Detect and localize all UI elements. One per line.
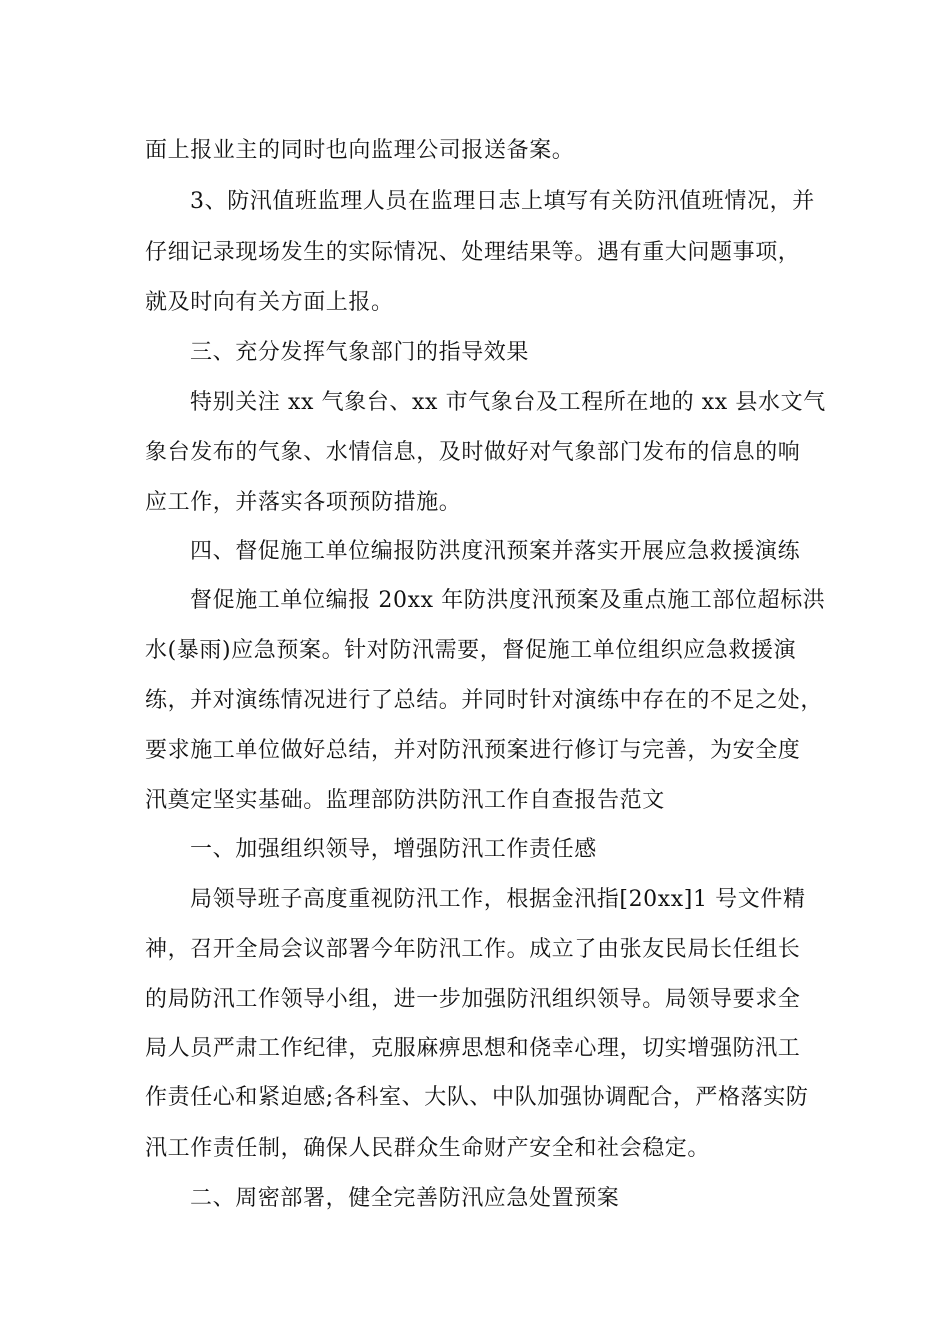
- text-line-1: 面上报业主的同时也向监理公司报送备案。: [145, 138, 575, 163]
- text-line-4: 就及时向有关方面上报。: [145, 290, 394, 315]
- text-line-18: 的局防汛工作领导小组，进一步加强防汛组织领导。局领导要求全: [145, 987, 801, 1012]
- section-heading-2: 二、周密部署，健全完善防汛应急处置预案: [190, 1186, 620, 1211]
- text-line-6: 特别关注 xx 气象台、xx 市气象台及工程所在地的 xx 县水文气: [190, 390, 826, 415]
- text-line-16: 局领导班子高度重视防汛工作，根据金汛指[20xx]1 号文件精: [190, 887, 806, 912]
- text-line-12: 练，并对演练情况进行了总结。并同时针对演练中存在的不足之处，: [145, 688, 824, 713]
- text-line-3: 仔细记录现场发生的实际情况、处理结果等。遇有重大问题事项，: [145, 240, 801, 265]
- text-line-19: 局人员严肃工作纪律，克服麻痹思想和侥幸心理，切实增强防汛工: [145, 1036, 801, 1061]
- text-line-17: 神，召开全局会议部署今年防汛工作。成立了由张友民局长任组长: [145, 937, 801, 962]
- section-heading-1: 一、加强组织领导，增强防汛工作责任感: [190, 837, 597, 862]
- section-heading-3: 三、充分发挥气象部门的指导效果: [190, 340, 530, 365]
- text-line-8: 应工作，并落实各项预防措施。: [145, 490, 462, 515]
- text-line-20: 作责任心和紧迫感;各科室、大队、中队加强协调配合，严格落实防: [145, 1085, 809, 1110]
- text-line-7: 象台发布的气象、水情信息，及时做好对气象部门发布的信息的响: [145, 440, 801, 465]
- text-line-21: 汛工作责任制，确保人民群众生命财产安全和社会稳定。: [145, 1136, 711, 1161]
- text-line-2: 3、防汛值班监理人员在监理日志上填写有关防汛值班情况，并: [190, 189, 815, 214]
- section-heading-4: 四、督促施工单位编报防洪度汛预案并落实开展应急救援演练: [190, 539, 801, 564]
- text-line-10: 督促施工单位编报 20xx 年防洪度汛预案及重点施工部位超标洪: [190, 588, 826, 613]
- text-line-13: 要求施工单位做好总结，并对防汛预案进行修订与完善，为安全度: [145, 738, 801, 763]
- text-line-14: 汛奠定坚实基础。监理部防洪防汛工作自查报告范文: [145, 788, 665, 813]
- text-line-11: 水(暴雨)应急预案。针对防汛需要，督促施工单位组织应急救援演: [145, 638, 797, 663]
